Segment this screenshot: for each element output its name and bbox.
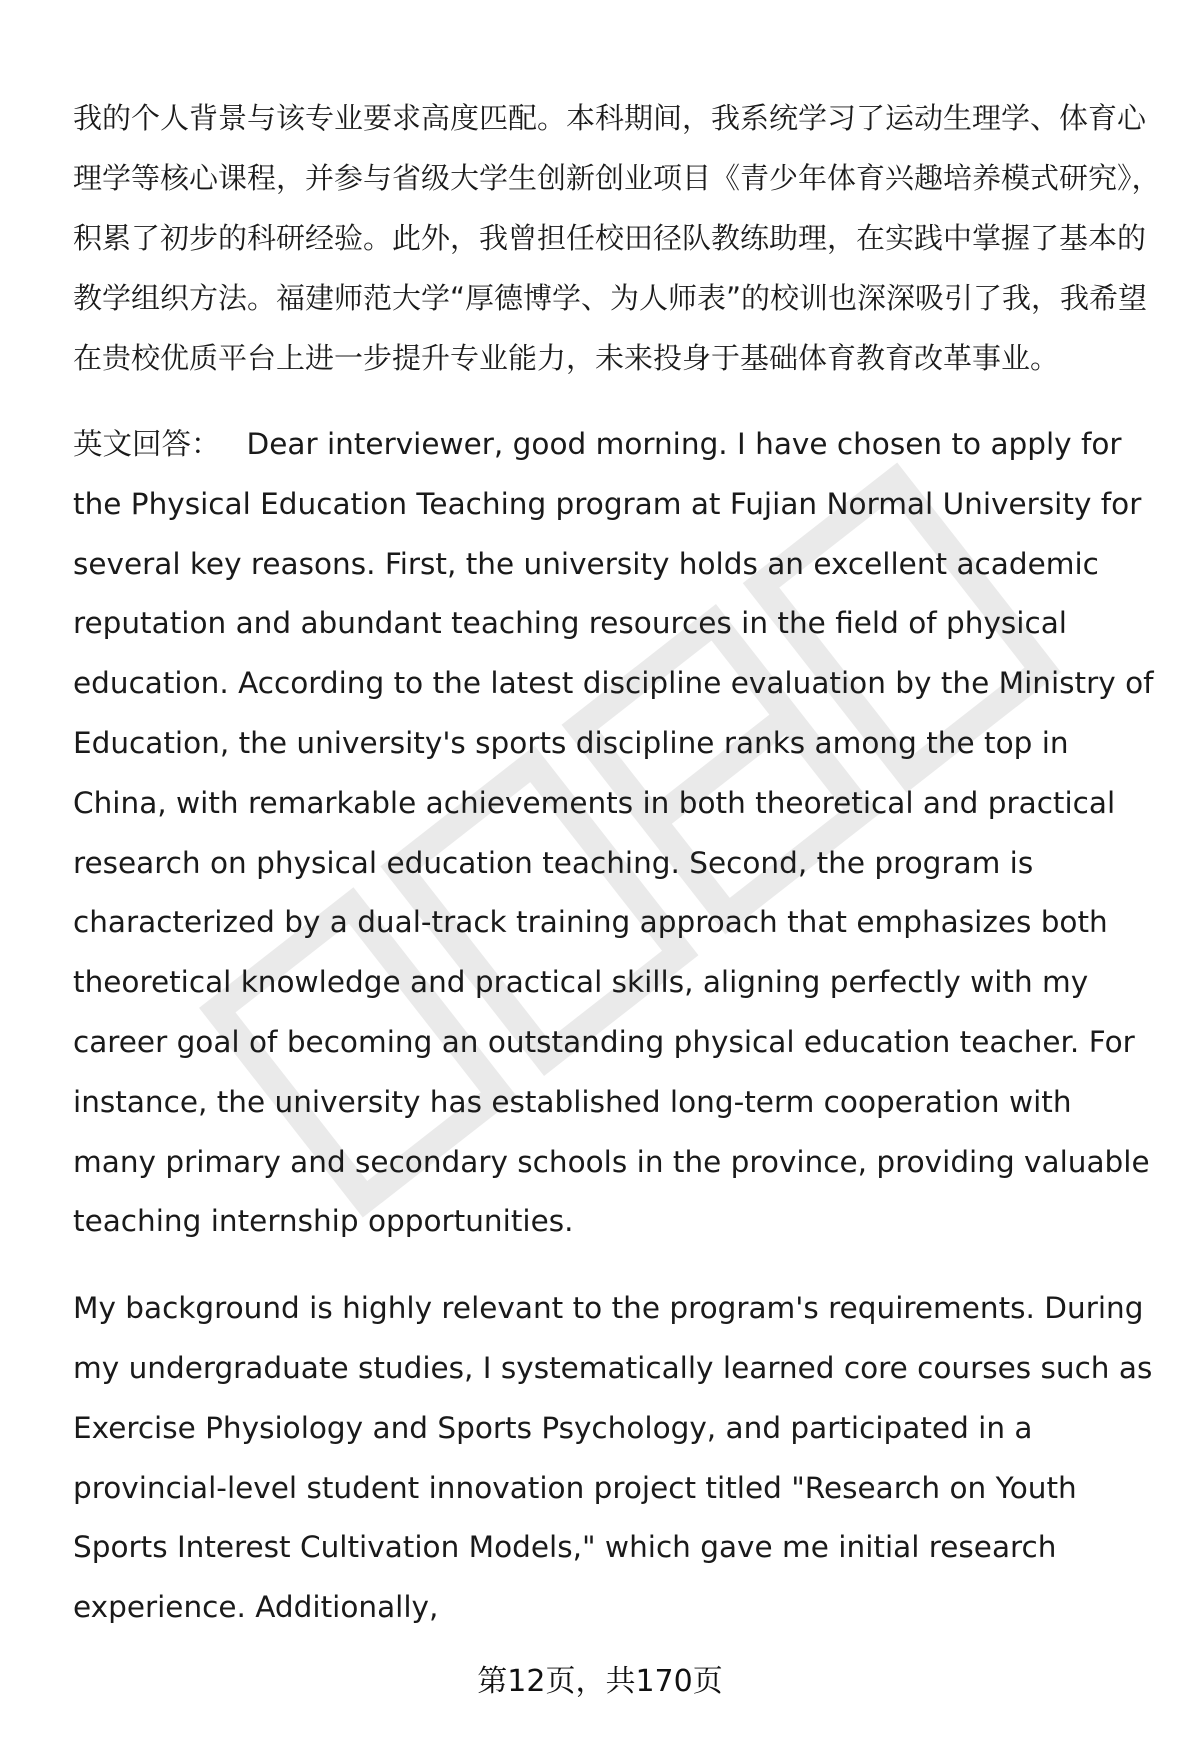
english-answer-label: 英文回答： bbox=[73, 427, 221, 461]
paragraph-cn-background bbox=[73, 88, 1163, 388]
document-body bbox=[73, 88, 1163, 1665]
paragraph-text: Dear interviewer, good morning. I have chosen to apply for the Physical Education Teaching program at Fujian Normal University for several key reasons. First, the university holds an excellent academic reputation and abundant teaching resources in the field of physical education. According to the latest discipline evaluation by the Ministry of Education, the university's sports discipline ranks among the top in China, with remarkable achievements in both theoretical and practical research on physical education teaching. Second, the program is characterized by a dual-track training approach that emphasizes both theoretical knowledge and practical skills, aligning perfectly with my career goal of becoming an outstanding physical education teacher. For instance, the university has established long-term cooperation with many primary and secondary schools in the province, providing valuable teaching internship opportunities. bbox=[73, 427, 1154, 1239]
paragraph-en-answer-intro bbox=[73, 415, 1163, 1252]
page-number: 第12页，共170页 bbox=[477, 1664, 723, 1699]
paragraph-en-background bbox=[73, 1279, 1163, 1638]
paragraph-text: 我的个人背景与该专业要求高度匹配。本科期间，我系统学习了运动生理学、体育心理学等核心课程，并参与省级大学生创新创业项目《青少年体育兴趣培养模式研究》，积累了初步的科研经验。此外，我曾担任校田径队教练助理，在实践中掌握了基本的教学组织方法。福建师范大学“厚德博学、为人师表”的校训也深深吸引了我，我希望在贵校优质平台上进一步提升专业能力，未来投身于基础体育教育改革事业。 bbox=[73, 101, 1161, 375]
paragraph-text: My background is highly relevant to the program's requirements. During my undergraduate studies, I systematically learned core courses such as Exercise Physiology and Sports Psychology, and participated in a provincial-level student innovation project titled "Research on Youth Sports Interest Cultivation Models," which gave me initial research experience. Additionally, bbox=[73, 1291, 1153, 1625]
